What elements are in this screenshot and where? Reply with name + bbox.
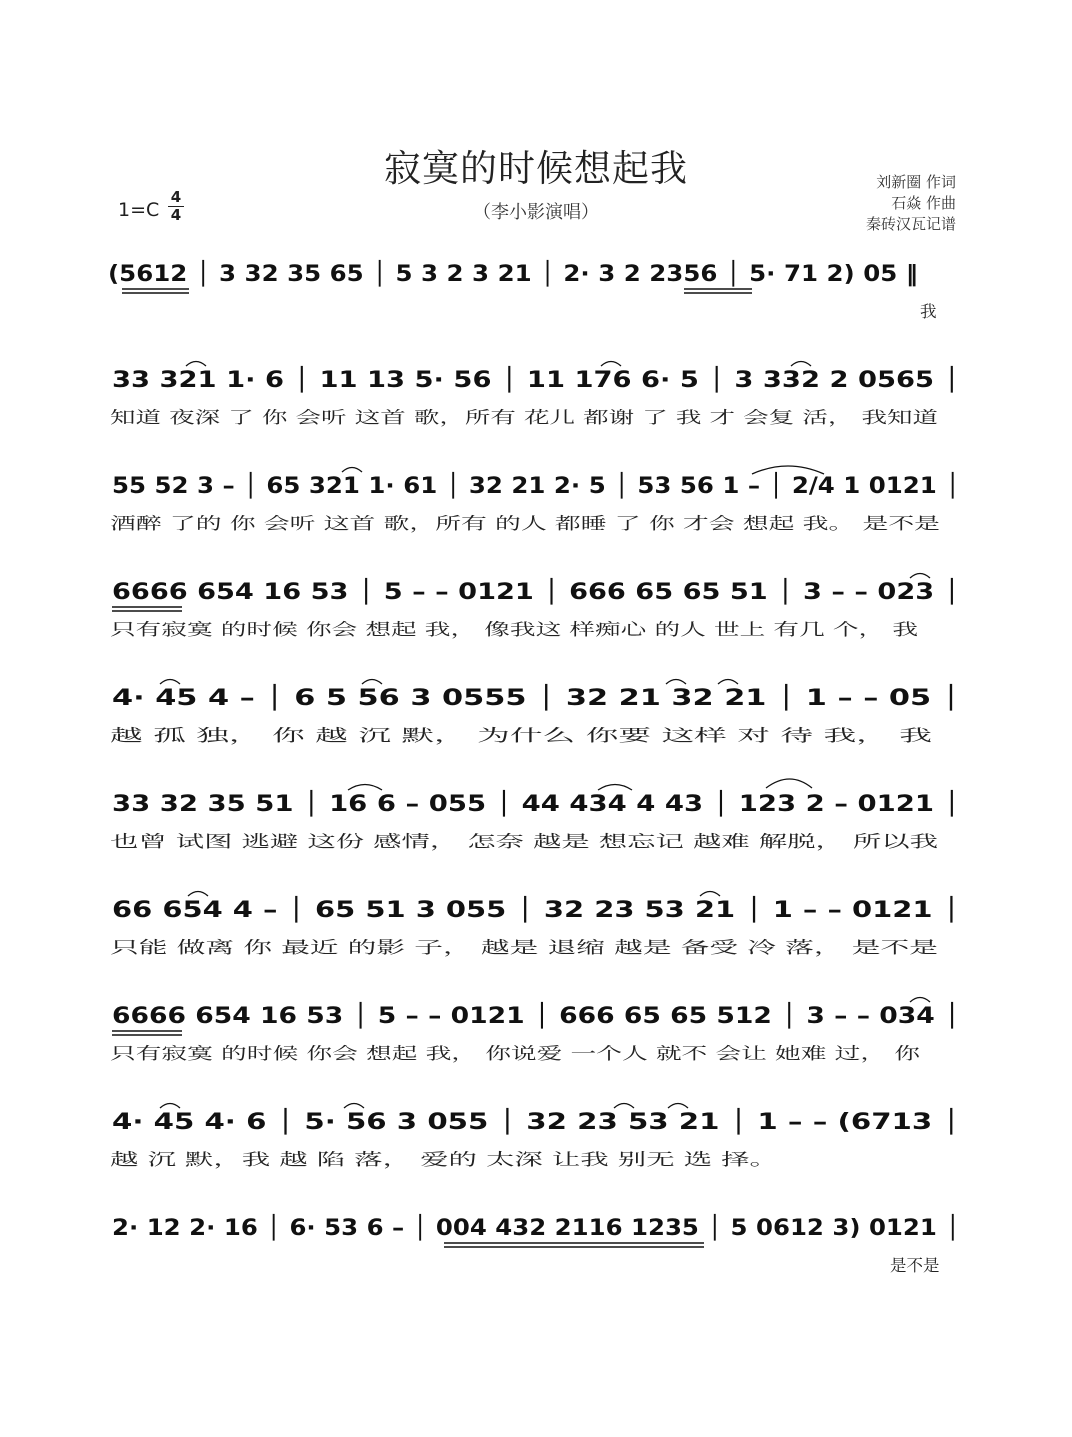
score-row xyxy=(110,574,960,640)
notes-line: 33 321 1· 6 │ 11 13 5· 56 │ 11 176 6· 5 │ 3 332 2 0565 │ xyxy=(112,367,811,393)
notes-line: 6666 654 16 53 │ 5 – – 0121 │ 666 65 65 51 │ 3 – – 023 │ xyxy=(112,579,815,605)
composer-credit: 石焱 作曲 xyxy=(891,194,956,212)
lyrics-line: 越 孤 独， 你 越 沉 默， 为什么 你要 这样 对 待 我， 我 xyxy=(110,726,932,745)
time-signature-top: 4 xyxy=(170,188,182,206)
lyrics-line: 也曾 试图 逃避 这份 感情， 怎奈 越是 想忘记 越难 解脱， 所以我 xyxy=(110,832,938,851)
transcriber-credit: 秦砖汉瓦记谱 xyxy=(865,215,956,233)
performer-note: （李小影演唱） xyxy=(473,202,599,223)
slur xyxy=(910,574,930,579)
notes-line: 33 32 35 51 │ 16 6 – 055 │ 44 434 4 43 │ 123 2 – 0121 │ xyxy=(112,791,808,817)
song-title: 寂寞的时候想起我 xyxy=(384,147,688,190)
score-row xyxy=(110,680,960,746)
score-row xyxy=(110,1104,960,1170)
lyricist-credit: 刘新圈 作词 xyxy=(876,173,956,191)
score-row xyxy=(110,466,960,533)
slur xyxy=(718,680,738,685)
notes-line: 4· 45 4 – │ 6 5 56 3 0555 │ 32 21 32 21 │ 1 – – 05 │ xyxy=(112,685,741,711)
lyrics-line: 是不是 xyxy=(890,1256,940,1275)
notes-line: 2· 12 2· 16 │ 6· 53 6 – │ 004 432 2116 1235 │ 5 0612 3) 0121 │ xyxy=(112,1215,895,1241)
tie xyxy=(598,785,632,791)
slur xyxy=(666,680,686,685)
lyrics-line: 我 xyxy=(920,302,937,321)
time-signature-bottom: 4 xyxy=(168,206,184,224)
slur xyxy=(910,998,930,1003)
notes-line: 6666 654 16 53 │ 5 – – 0121 │ 666 65 65 512 │ 3 – – 034 │ xyxy=(112,1003,830,1029)
tie xyxy=(766,779,812,788)
notes-line: 4· 45 4· 6 │ 5· 56 3 055 │ 32 23 53 21 │ 1 – – (6713 │ xyxy=(112,1109,765,1135)
score-row xyxy=(108,259,937,321)
slur xyxy=(186,362,206,367)
notes-line: (5612 │ 3 32 35 65 │ 5 3 2 3 21 │ 2· 3 2 2356 │ 5· 71 2) 05 ‖ xyxy=(108,261,854,287)
slur xyxy=(791,362,811,367)
slur xyxy=(668,1104,688,1109)
lyrics-line: 酒醉 了的 你 会听 这首 歌，所有 的人 都睡 了 你 才会 想起 我。 是不是 xyxy=(110,514,940,533)
score-row xyxy=(110,362,960,428)
slur xyxy=(601,362,621,367)
lyrics-line: 只能 做离 你 最近 的影 子， 越是 退缩 越是 备受 冷 落， 是不是 xyxy=(110,938,938,957)
lyrics-line: 越 沉 默，我 越 陷 落， 爱的 太深 让我 别无 选 择。 xyxy=(110,1150,778,1169)
slur xyxy=(362,680,382,685)
notes-line: 66 654 4 – │ 65 51 3 055 │ 32 23 53 21 │ 1 – – 0121 │ xyxy=(112,897,772,923)
score-row xyxy=(110,892,960,958)
score-row xyxy=(110,998,960,1064)
lyrics-line: 只有寂寞 的时候 你会 想起 我， 像我这 样痴心 的人 世上 有几 个， 我 xyxy=(110,620,918,639)
slur xyxy=(700,892,720,897)
slur xyxy=(160,1104,180,1109)
slur xyxy=(160,680,180,685)
slur xyxy=(342,468,362,473)
lyrics-line: 只有寂寞 的时候 你会 想起 我， 你说爱 一个人 就不 会让 她难 过， 你 xyxy=(110,1044,921,1063)
slur xyxy=(188,892,208,897)
score-row xyxy=(110,779,960,851)
tie xyxy=(348,785,382,791)
lyrics-line: 知道 夜深 了 你 会听 这首 歌，所有 花儿 都谢 了 我 才 会复 活， 我知道 xyxy=(110,408,938,427)
score-row xyxy=(112,1213,960,1275)
notes-line: 55 52 3 – │ 65 321 1· 61 │ 32 21 2· 5 │ 53 56 1 – │ 2/4 1 0121 │ xyxy=(112,473,894,499)
key-signature: 1=C xyxy=(118,199,160,221)
slur xyxy=(344,1104,364,1109)
slur xyxy=(614,1104,634,1109)
